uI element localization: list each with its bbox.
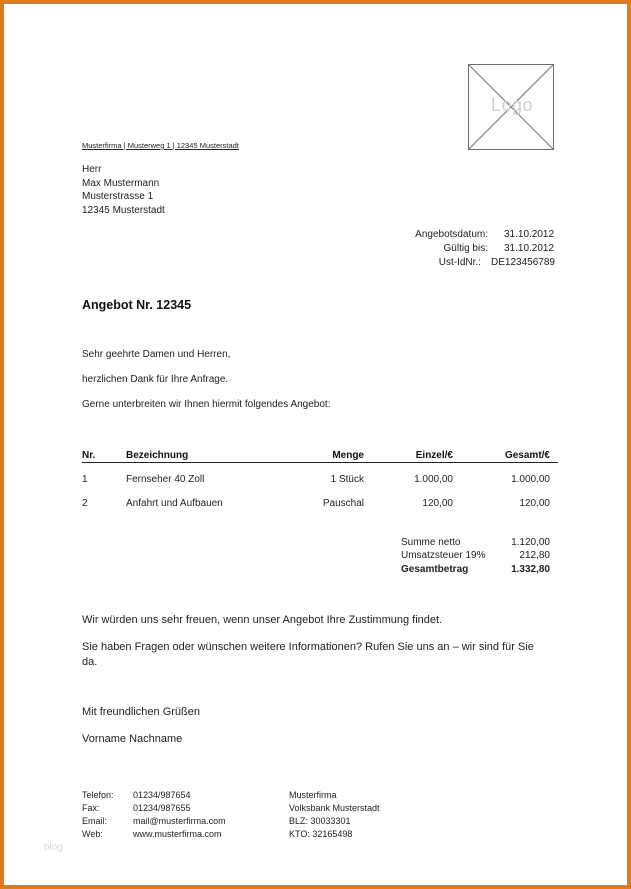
footer-blz: BLZ: 30033301 [289,816,351,826]
col-header-description: Bezeichnung [126,450,189,461]
thanks-text: herzlichen Dank für Ihre Anfrage. [82,374,229,385]
valid-until-value: 31.10.2012 [504,243,555,254]
greeting-text: Sehr geehrte Damen und Herren, [82,349,231,360]
vat-id-value: DE123456789 [491,257,555,268]
recipient-city: 12345 Musterstadt [82,205,165,216]
net-sum-label: Summe netto [401,537,461,548]
table-row-1-description: Fernseher 40 Zoll [126,474,205,485]
footer-phone-value: 01234/987654 [133,790,191,800]
sender-line: Musterfirma | Musterweg 1 | 12345 Musterstadt [82,141,239,150]
footer-account: KTO: 32165498 [289,829,353,839]
recipient-name: Max Mustermann [82,178,160,189]
signature-name: Vorname Nachname [82,733,183,745]
footer-web-label: Web: [82,829,103,839]
table-header-rule [82,462,558,463]
table-row-1-quantity: 1 Stück [330,474,364,485]
footer-email-value: mail@musterfirma.com [133,816,226,826]
grand-total-label: Gesamtbetrag [401,564,469,575]
logo-placeholder [468,64,554,150]
tax-value: 212,80 [519,550,550,561]
table-row-2-total: 120,00 [519,498,550,509]
col-header-unit-price: Einzel/€ [415,450,453,461]
tax-label: Umsatzsteuer 19% [401,550,486,561]
table-row-2-description: Anfahrt und Aufbauen [126,498,223,509]
table-row-1-unit-price: 1.000,00 [414,474,453,485]
col-header-total: Gesamt/€ [504,450,550,461]
col-header-quantity: Menge [332,450,364,461]
offer-intro-text: Gerne unterbreiten wir Ihnen hiermit folgendes Angebot: [82,399,331,410]
offer-title: Angebot Nr. 12345 [82,298,192,312]
table-row-1-nr: 1 [82,474,88,485]
table-row-1-total: 1.000,00 [511,474,550,485]
recipient-salutation: Herr [82,164,102,175]
recipient-street: Musterstrasse 1 [82,191,154,202]
table-row-2-nr: 2 [82,498,88,509]
offer-date-value: 31.10.2012 [504,229,555,240]
footer-fax-value: 01234/987655 [133,803,191,813]
vat-id-label: Ust-IdNr.: [438,257,481,268]
footer-email-label: Email: [82,816,108,826]
footer-phone-label: Telefon: [82,790,114,800]
footer-web-value: www.musterfirma.com [133,829,222,839]
net-sum-value: 1.120,00 [511,537,550,548]
regards-text: Mit freundlichen Grüßen [82,706,200,718]
valid-until-label: Gültig bis: [443,243,488,254]
closing-line-2a: Sie haben Fragen oder wünschen weitere Informationen? Rufen Sie uns an – wir sind für Sie [82,641,534,653]
col-header-nr: Nr. [82,450,96,461]
grand-total-value: 1.332,80 [511,564,550,575]
footer-bank: Volksbank Musterstadt [289,803,380,813]
closing-line-1: Wir würden uns sehr freuen, wenn unser Angebot Ihre Zustimmung findet. [82,614,443,626]
closing-line-2b: da. [82,656,98,668]
table-row-2-unit-price: 120,00 [422,498,453,509]
table-row-2-quantity: Pauschal [322,498,364,509]
footer-fax-label: Fax: [82,803,100,813]
offer-date-label: Angebotsdatum: [415,229,488,240]
watermark-text: blog [44,842,63,853]
logo-text: Logo [490,95,534,115]
footer-company: Musterfirma [289,790,337,800]
